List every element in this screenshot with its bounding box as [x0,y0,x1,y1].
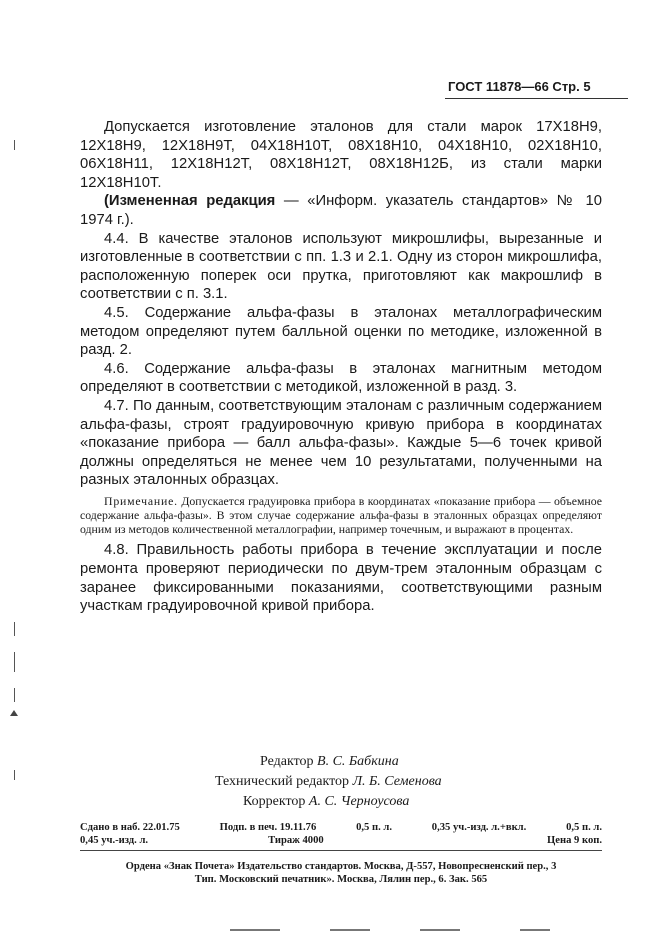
imprint-submitted: Сдано в наб. 22.01.75 [80,822,180,833]
paragraph-4-8: 4.8. Правильность работы прибора в течение эксплуатации и после ремонта проверяют периодически по двум-трем эталонным образцам с заранее фиксированными показаниями, соответствующими разным участкам градуировочной кривой прибора. [80,542,602,615]
imprint-signed: Подп. в печ. 19.11.76 [219,822,317,833]
imprint-price: Цена 9 коп. [547,834,602,846]
credit-corr-label: Корректор [243,794,309,809]
credit-tech-editor [210,772,510,792]
imprint-sheets: 0,5 п. л. [356,822,392,833]
margin-mark [14,140,15,150]
amendment-label: (Измененная редакция [104,193,276,210]
credit-editor-label: Редактор [260,754,318,769]
credit-tech-label: Технический редактор [215,774,353,789]
publisher-line-2: Тип. Московский печатник». Москва, Лялин пер., 6. Зак. 565 [194,873,488,885]
paragraph-note [80,494,602,537]
page-header: ГОСТ 11878—66 Стр. 5 [448,79,591,94]
footer-dash [420,929,460,931]
paragraph-4-6: 4.6. Содержание альфа-фазы в эталонах магнитным методом определяют в соответствии с методикой, изложенной в разд. 3. [80,360,602,396]
credits-block [210,752,510,812]
header-rule [445,98,628,99]
paragraph-4-4: 4.4. В качестве эталонов используют микрошлифы, вырезанные и изготовленные в соответствии с пп. 1.3 и 2.1. Одну из сторон микрошлифа, расположенную поперек оси прутка, приготовляют как макрошлиф в соответствии с п. 3.1. [80,230,602,303]
paragraph-steel-grades: Допускается изготовление эталонов для стали марок 17Х18Н9, 12Х18Н9, 12Х18Н9Т, 04Х18Н10Т, 08Х18Н10, 04Х18Н10, 02Х18Н10, 06Х18Н11, 12Х18Н12Т, 08Х18Н12Т, 08Х18Н12Б, из стали марки 12Х18Н10Т. [80,119,602,191]
credit-corrector [210,792,510,812]
footer-dash [330,929,370,931]
footer-dash [520,929,550,931]
note-label: Примечание. [104,493,178,508]
credit-corr-name: А. С. Черноусова [308,794,410,809]
note-text: Допускается градуировка прибора в координатах «показание прибора — объемное содержание альфа-фазы». В этом случае содержание альфа-фазы в эталонных образцах определяют одним из методов количественной металлографии, например точечным, и выражают в процентах. [80,493,602,537]
credit-editor [210,752,510,772]
margin-arrow-icon [10,710,18,716]
publisher-block [80,861,602,886]
publisher-line-1: Ордена «Знак Почета» Издательство стандартов. Москва, Д-557, Новопресненский пер., 3 [125,861,557,872]
imprint-rule-top [80,850,602,851]
footer-dash [230,929,280,931]
margin-mark [14,770,15,780]
credit-tech-name: Л. Б. Семенова [352,774,442,789]
margin-mark [14,688,15,702]
document-body [80,118,602,616]
margin-mark [14,652,15,672]
paragraph-amendment [80,192,602,229]
margin-mark [14,622,15,636]
imprint-pub-sheets-2: 0,45 уч.-изд. л. [80,834,149,846]
credit-editor-name: В. С. Бабкина [317,754,399,769]
imprint-row-2 [80,835,602,848]
imprint-block [80,822,602,847]
paragraph-4-5: 4.5. Содержание альфа-фазы в эталонах металлографическим методом определяют путем балльной оценки по методике, изложенной в разд. 2. [80,304,602,359]
imprint-pub-sheets: 0,35 уч.-изд. л.+вкл. [431,822,527,833]
amendment-text: — «Информ. указатель стандартов» № 10 1974 г.). [80,193,602,228]
imprint-sheets-2: 0,5 п. л. [566,822,602,833]
imprint-print-run: Тираж 4000 [268,834,324,846]
imprint-row-1 [80,822,602,835]
paragraph-4-7: 4.7. По данным, соответствующим эталонам с различным содержанием альфа-фазы, строят градуировочную кривую прибора в координатах «показание прибора — балл альфа-фазы». Каждые 5—6 точек кривой должны определяться не менее чем 10 результатами, полученными на разных эталонных образцах. [80,397,602,489]
